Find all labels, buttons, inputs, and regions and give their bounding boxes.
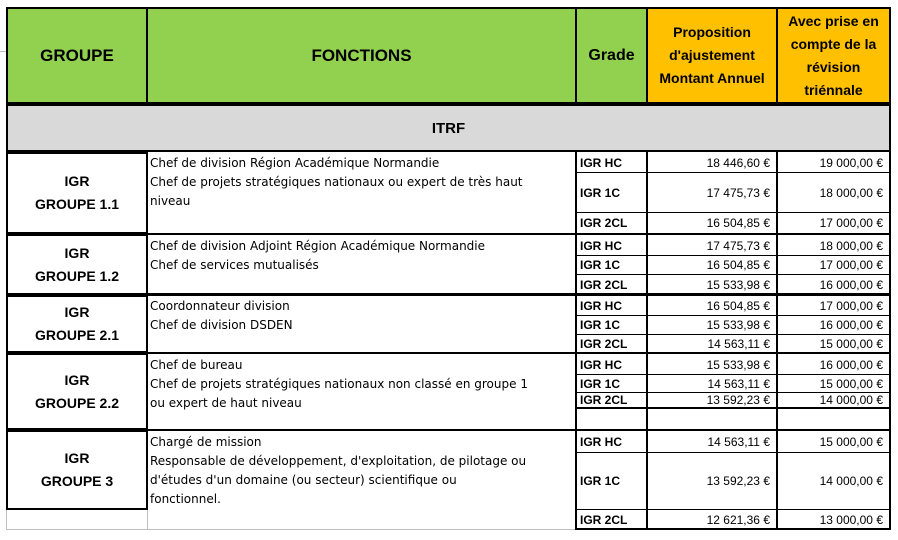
group-label-line: IGR: [64, 244, 90, 261]
revision-cell: 16 000,00 €: [778, 355, 889, 375]
group-label: [6, 295, 148, 353]
proposition-cell: 15 533,98 €: [706, 277, 770, 292]
grade-cell: IGR 1C: [577, 375, 646, 393]
group-label-line: GROUPE 2.2: [34, 394, 120, 411]
grade-cell: IGR HC: [577, 355, 646, 375]
group-label-line: GROUPE 1.1: [34, 196, 120, 212]
group-label: [6, 353, 148, 430]
proposition-cell: 12 621,36 €: [706, 512, 770, 527]
header-revision: [776, 7, 891, 104]
revision-cell: 16 000,00 €: [778, 316, 889, 335]
grade-cell: IGR HC: [577, 432, 646, 453]
group-label-line: GROUPE 1.2: [34, 267, 120, 284]
grade-cell: IGR 1C: [577, 256, 646, 275]
column-rule: [889, 152, 891, 530]
proposition-cell: 14 563,11 €: [648, 375, 776, 393]
column-rule: [575, 152, 577, 530]
group-label: [6, 152, 148, 234]
revision-cell: 15 000,00 €: [778, 432, 889, 453]
group-functions: [148, 153, 575, 233]
header-proposition-line: Proposition: [673, 24, 751, 40]
header-proposition-line: Montant Annuel: [659, 70, 765, 86]
revision-cell: 17 000,00 €: [819, 216, 883, 230]
header-proposition: [646, 7, 778, 104]
function-line: Chef de division Région Académique Normandie: [150, 156, 440, 170]
header-revision-line: triénnale: [804, 81, 863, 98]
section-itrf: [6, 104, 891, 152]
grade-cell: IGR 2CL: [580, 277, 628, 292]
revision-cell: 15 000,00 €: [819, 336, 883, 351]
function-line: Chef de division DSDEN: [150, 318, 293, 332]
table-bottom-rule: [575, 528, 891, 530]
function-line: d'études d'un domaine (ou secteur) scientifique ou: [150, 473, 457, 487]
header-revision-line: révision: [806, 58, 861, 75]
revision-cell: 13 000,00 €: [819, 512, 883, 527]
group-label-line: IGR: [64, 371, 90, 388]
proposition-cell: 13 592,23 €: [648, 393, 776, 409]
revision-cell: 14 000,00 €: [778, 393, 889, 409]
group-functions: [148, 432, 575, 510]
function-line: Chef de division Adjoint Région Académique Normandie: [150, 239, 486, 253]
revision-cell: 14 000,00 €: [778, 453, 889, 510]
grade-cell: IGR 1C: [577, 453, 646, 510]
header-grade-text: Grade: [588, 46, 635, 64]
grade-cell: IGR 2CL: [577, 393, 646, 409]
proposition-cell: 17 475,73 €: [648, 173, 776, 213]
proposition-cell: 15 533,98 €: [648, 316, 776, 335]
group-label-line: GROUPE 2.1: [34, 327, 120, 343]
revision-cell: 17 000,00 €: [778, 296, 889, 316]
bottom-gridline: [6, 510, 7, 530]
column-rule: [776, 152, 778, 530]
header-revision-line: compte de la: [790, 35, 877, 52]
empty-row: [577, 409, 889, 429]
proposition-cell: 16 504,85 €: [648, 296, 776, 316]
function-line: Chef de bureau: [150, 358, 243, 372]
header-grade: [575, 7, 648, 104]
proposition-cell: 14 563,11 €: [707, 336, 770, 351]
group-functions: [148, 355, 575, 429]
proposition-cell: 14 563,11 €: [648, 432, 776, 453]
header-fonctions-text: FONCTIONS: [311, 45, 412, 65]
grade-cell: IGR 1C: [577, 316, 646, 335]
proposition-cell: 18 446,60 €: [648, 153, 776, 173]
function-line: fonctionnel.: [150, 492, 221, 506]
header-groupe: [6, 7, 148, 104]
revision-cell: 18 000,00 €: [778, 236, 889, 256]
function-line: niveau: [150, 194, 191, 208]
function-line: Responsable de développement, d'exploitation, de pilotage ou: [150, 454, 527, 468]
function-line: Coordonnateur division: [150, 299, 290, 313]
header-groupe-text: GROUPE: [40, 45, 114, 65]
function-line: Chef de projets stratégiques nationaux non classé en groupe 1: [150, 377, 528, 391]
proposition-cell: 16 504,85 €: [648, 256, 776, 275]
revision-cell: 15 000,00 €: [778, 375, 889, 393]
proposition-cell: 13 592,23 €: [648, 453, 776, 510]
revision-cell: 17 000,00 €: [778, 256, 889, 275]
grade-cell: IGR 1C: [577, 173, 646, 213]
header-proposition-line: d'ajustement: [669, 47, 755, 63]
grade-cell: IGR HC: [577, 296, 646, 316]
group-label-line: GROUPE 3: [40, 473, 114, 489]
grade-cell: IGR HC: [577, 153, 646, 173]
group-functions: [148, 296, 575, 352]
grade-cell: IGR 2CL: [580, 216, 628, 230]
group-label-line: IGR: [64, 450, 90, 466]
proposition-cell: 16 504,85 €: [706, 216, 770, 230]
revision-cell: 18 000,00 €: [778, 173, 889, 213]
header-revision-line: Avec prise en: [788, 12, 879, 29]
proposition-cell: 15 533,98 €: [648, 355, 776, 375]
revision-cell: 16 000,00 €: [819, 277, 883, 292]
function-line: Chef de services mutualisés: [150, 258, 319, 272]
function-line: ou expert de haut niveau: [150, 396, 302, 410]
group-label: [6, 234, 148, 295]
group-functions: [148, 236, 575, 294]
proposition-cell: 17 475,73 €: [648, 236, 776, 256]
header-fonctions: [146, 7, 577, 104]
grade-cell: IGR HC: [577, 236, 646, 256]
grade-cell: IGR 2CL: [580, 512, 628, 527]
group-label-line: IGR: [64, 304, 90, 320]
function-line: Chef de projets stratégiques nationaux ou expert de très haut: [150, 175, 523, 189]
section-itrf-text: ITRF: [431, 119, 466, 137]
function-line: Chargé de mission: [150, 435, 262, 449]
bottom-gridline: [147, 510, 148, 530]
bottom-gridline: [6, 529, 577, 530]
column-rule: [646, 152, 648, 530]
revision-cell: 19 000,00 €: [778, 153, 889, 173]
group-label-line: IGR: [64, 173, 90, 189]
grade-cell: IGR 2CL: [580, 336, 628, 351]
group-label: [6, 430, 148, 510]
